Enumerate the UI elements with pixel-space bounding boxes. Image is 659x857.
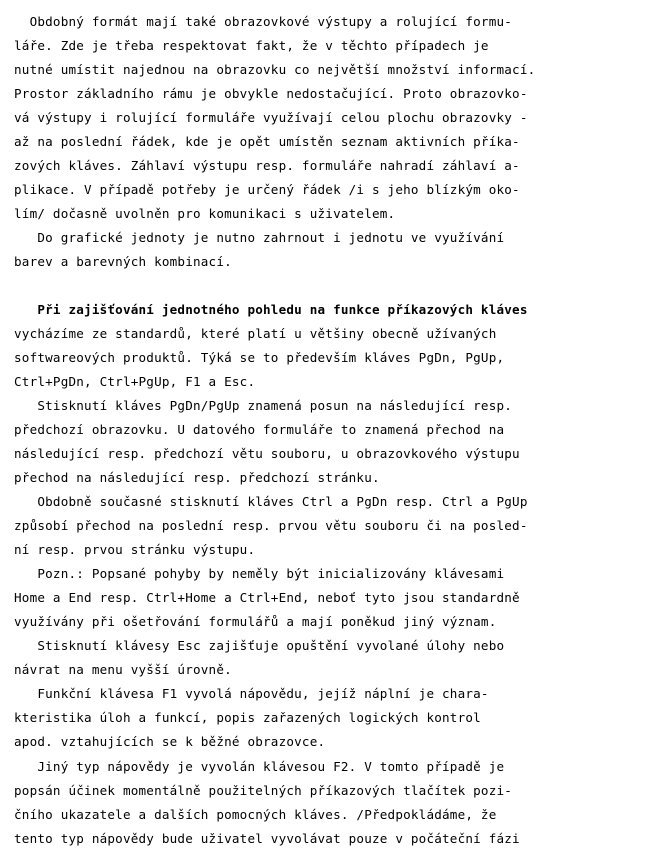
text-line: využívány při ošetřování formulářů a mají poněkud jiný význam. (14, 614, 497, 629)
text-line: kteristika úloh a funkcí, popis zařazených logických kontrol (14, 710, 481, 725)
text-line: Obdobně současné stisknutí kláves Ctrl a PgDn resp. Ctrl a PgUp (14, 494, 528, 509)
text-line: následující resp. předchozí větu souboru, u obrazovkového výstupu (14, 446, 520, 461)
text-line: softwareových produktů. Týká se to především kláves PgDn, PgUp, (14, 350, 505, 365)
text-line: způsobí přechod na poslední resp. prvou větu souboru či na posled- (14, 518, 528, 533)
text-line: Prostor základního rámu je obvykle nedostačující. Proto obrazovko- (14, 86, 528, 101)
text-line: přechod na následující resp. předchozí stránku. (14, 470, 380, 485)
text-line: vycházíme ze standardů, které platí u většiny obecně užívaných (14, 326, 497, 341)
text-line: Pozn.: Popsané pohyby by neměly být inicializovány klávesami (14, 566, 505, 581)
text-line: Ctrl+PgDn, Ctrl+PgUp, F1 a Esc. (14, 374, 256, 389)
text-line: Do grafické jednoty je nutno zahrnout i jednotu ve využívání (14, 230, 505, 245)
text-line: plikace. V případě potřeby je určený řádek /i s jeho blízkým oko- (14, 182, 520, 197)
text-line: Funkční klávesa F1 vyvolá nápovědu, jejíž náplní je chara- (14, 686, 489, 701)
text-line: Obdobný formát mají také obrazovkové výstupy a rolující formu- (14, 14, 513, 29)
text-line: zových kláves. Záhlaví výstupu resp. formuláře nahradí záhlaví a- (14, 158, 520, 173)
text-line: vá výstupy i rolující formuláře využívají celou plochu obrazovky - (14, 110, 528, 125)
text-line: až na poslední řádek, kde je opět umístěn seznam aktivních příka- (14, 134, 520, 149)
text-line: návrat na menu vyšší úrovně. (14, 662, 232, 677)
text-line: láře. Zde je třeba respektovat fakt, že v těchto případech je (14, 38, 489, 53)
text-line: Stisknutí klávesy Esc zajišťuje opuštění vyvolané úlohy nebo (14, 638, 505, 653)
text-line: Jiný typ nápovědy je vyvolán klávesou F2. V tomto případě je (14, 759, 505, 774)
text-line: Home a End resp. Ctrl+Home a Ctrl+End, neboť tyto jsou standardně (14, 590, 520, 605)
text-line: čního ukazatele a dalších pomocných kláves. /Předpokládáme, že (14, 807, 497, 822)
text-line: tento typ nápovědy bude uživatel vyvolávat pouze v počáteční fázi (14, 831, 520, 846)
text-line: apod. vztahujících se k běžné obrazovce. (14, 734, 326, 749)
text-line: popsán účinek momentálně použitelných příkazových tlačítek pozi- (14, 783, 513, 798)
text-line: barev a barevných kombinací. (14, 254, 232, 269)
text-line: nutné umístit najednou na obrazovku co největší množství informací. (14, 62, 536, 77)
text-line: Při zajišťování jednotného pohledu na funkce příkazových kláves (14, 302, 528, 317)
text-line: ní resp. prvou stránku výstupu. (14, 542, 256, 557)
text-line: lím/ dočasně uvolněn pro komunikaci s uživatelem. (14, 206, 396, 221)
text-line: Stisknutí kláves PgDn/PgUp znamená posun na následující resp. (14, 398, 513, 413)
text-line: předchozí obrazovku. U datového formuláře to znamená přechod na (14, 422, 505, 437)
